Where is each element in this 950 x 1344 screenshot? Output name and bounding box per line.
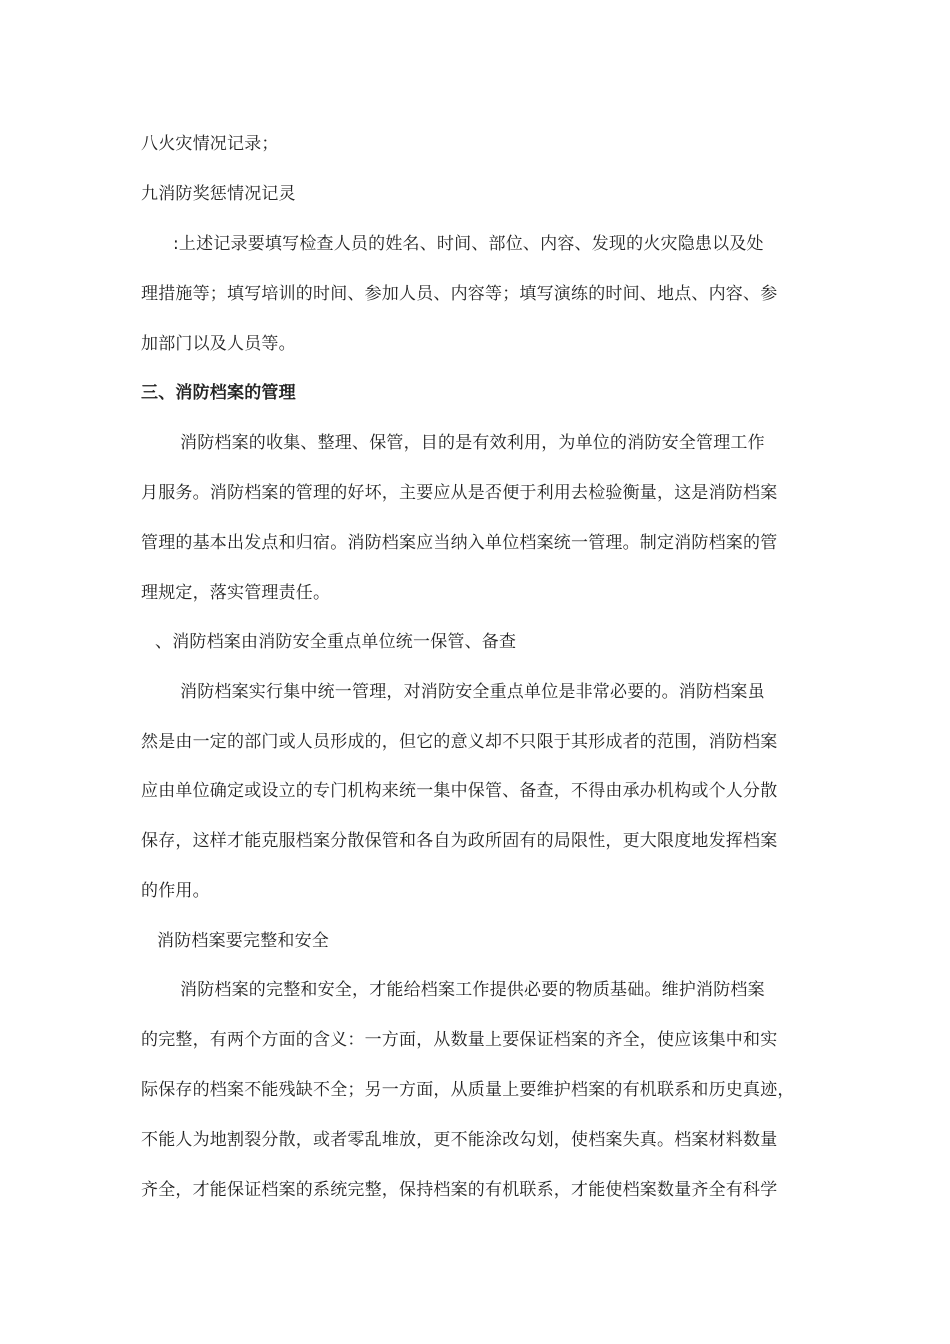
paragraph-line: 齐全，才能保证档案的系统完整，保持档案的有机联系，才能使档案数量齐全有科学 (141, 1180, 778, 1200)
paragraph-line: 消防档案实行集中统一管理，对消防安全重点单位是非常必要的。消防档案虽 (180, 682, 765, 702)
paragraph-line: 应由单位确定或设立的专门机构来统一集中保管、备查，不得由承办机构或个人分散 (141, 781, 778, 801)
paragraph-line: 的作用。 (141, 881, 210, 901)
paragraph-line: 消防档案的完整和安全，才能给档案工作提供必要的物质基础。维护消防档案 (180, 980, 765, 1000)
paragraph-line: 的完整，有两个方面的含义：一方面，从数量上要保证档案的齐全，使应该集中和实 (141, 1030, 778, 1050)
paragraph-line: 消防档案的收集、整理、保管，目的是有效利用，为单位的消防安全管理工作 (180, 433, 765, 453)
paragraph-line: 加部门以及人员等。 (141, 334, 296, 354)
paragraph-line: 理措施等；填写培训的时间、参加人员、内容等；填写演练的时间、地点、内容、参 (141, 284, 778, 304)
subsection-heading: 消防档案要完整和安全 (157, 931, 329, 951)
paragraph-line: :上述记录要填写检查人员的姓名、时间、部位、内容、发现的火灾隐患以及处 (173, 234, 764, 254)
paragraph-line: 管理的基本出发点和归宿。消防档案应当纳入单位档案统一管理。制定消防档案的管 (141, 533, 778, 553)
section-heading: 三、消防档案的管理 (141, 383, 296, 403)
list-item-fire-record: 八火灾情况记录； (141, 134, 279, 154)
paragraph-line: 理规定，落实管理责任。 (141, 583, 331, 603)
paragraph-line: 不能人为地割裂分散，或者零乱堆放，更不能涂改勾划，使档案失真。档案材料数量 (141, 1130, 778, 1150)
paragraph-line: 际保存的档案不能残缺不全；另一方面，从质量上要维护档案的有机联系和历史真迹， (141, 1080, 795, 1100)
paragraph-line: 保存，这样才能克服档案分散保管和各自为政所固有的局限性，更大限度地发挥档案 (141, 831, 778, 851)
subsection-heading: 、消防档案由消防安全重点单位统一保管、备查 (155, 632, 517, 652)
paragraph-line: 月服务。消防档案的管理的好坏，主要应从是否便于利用去检验衡量，这是消防档案 (141, 483, 778, 503)
paragraph-line: 然是由一定的部门或人员形成的，但它的意义却不只限于其形成者的范围，消防档案 (141, 732, 778, 752)
list-item-reward-record: 九消防奖惩情况记灵 (141, 184, 296, 204)
